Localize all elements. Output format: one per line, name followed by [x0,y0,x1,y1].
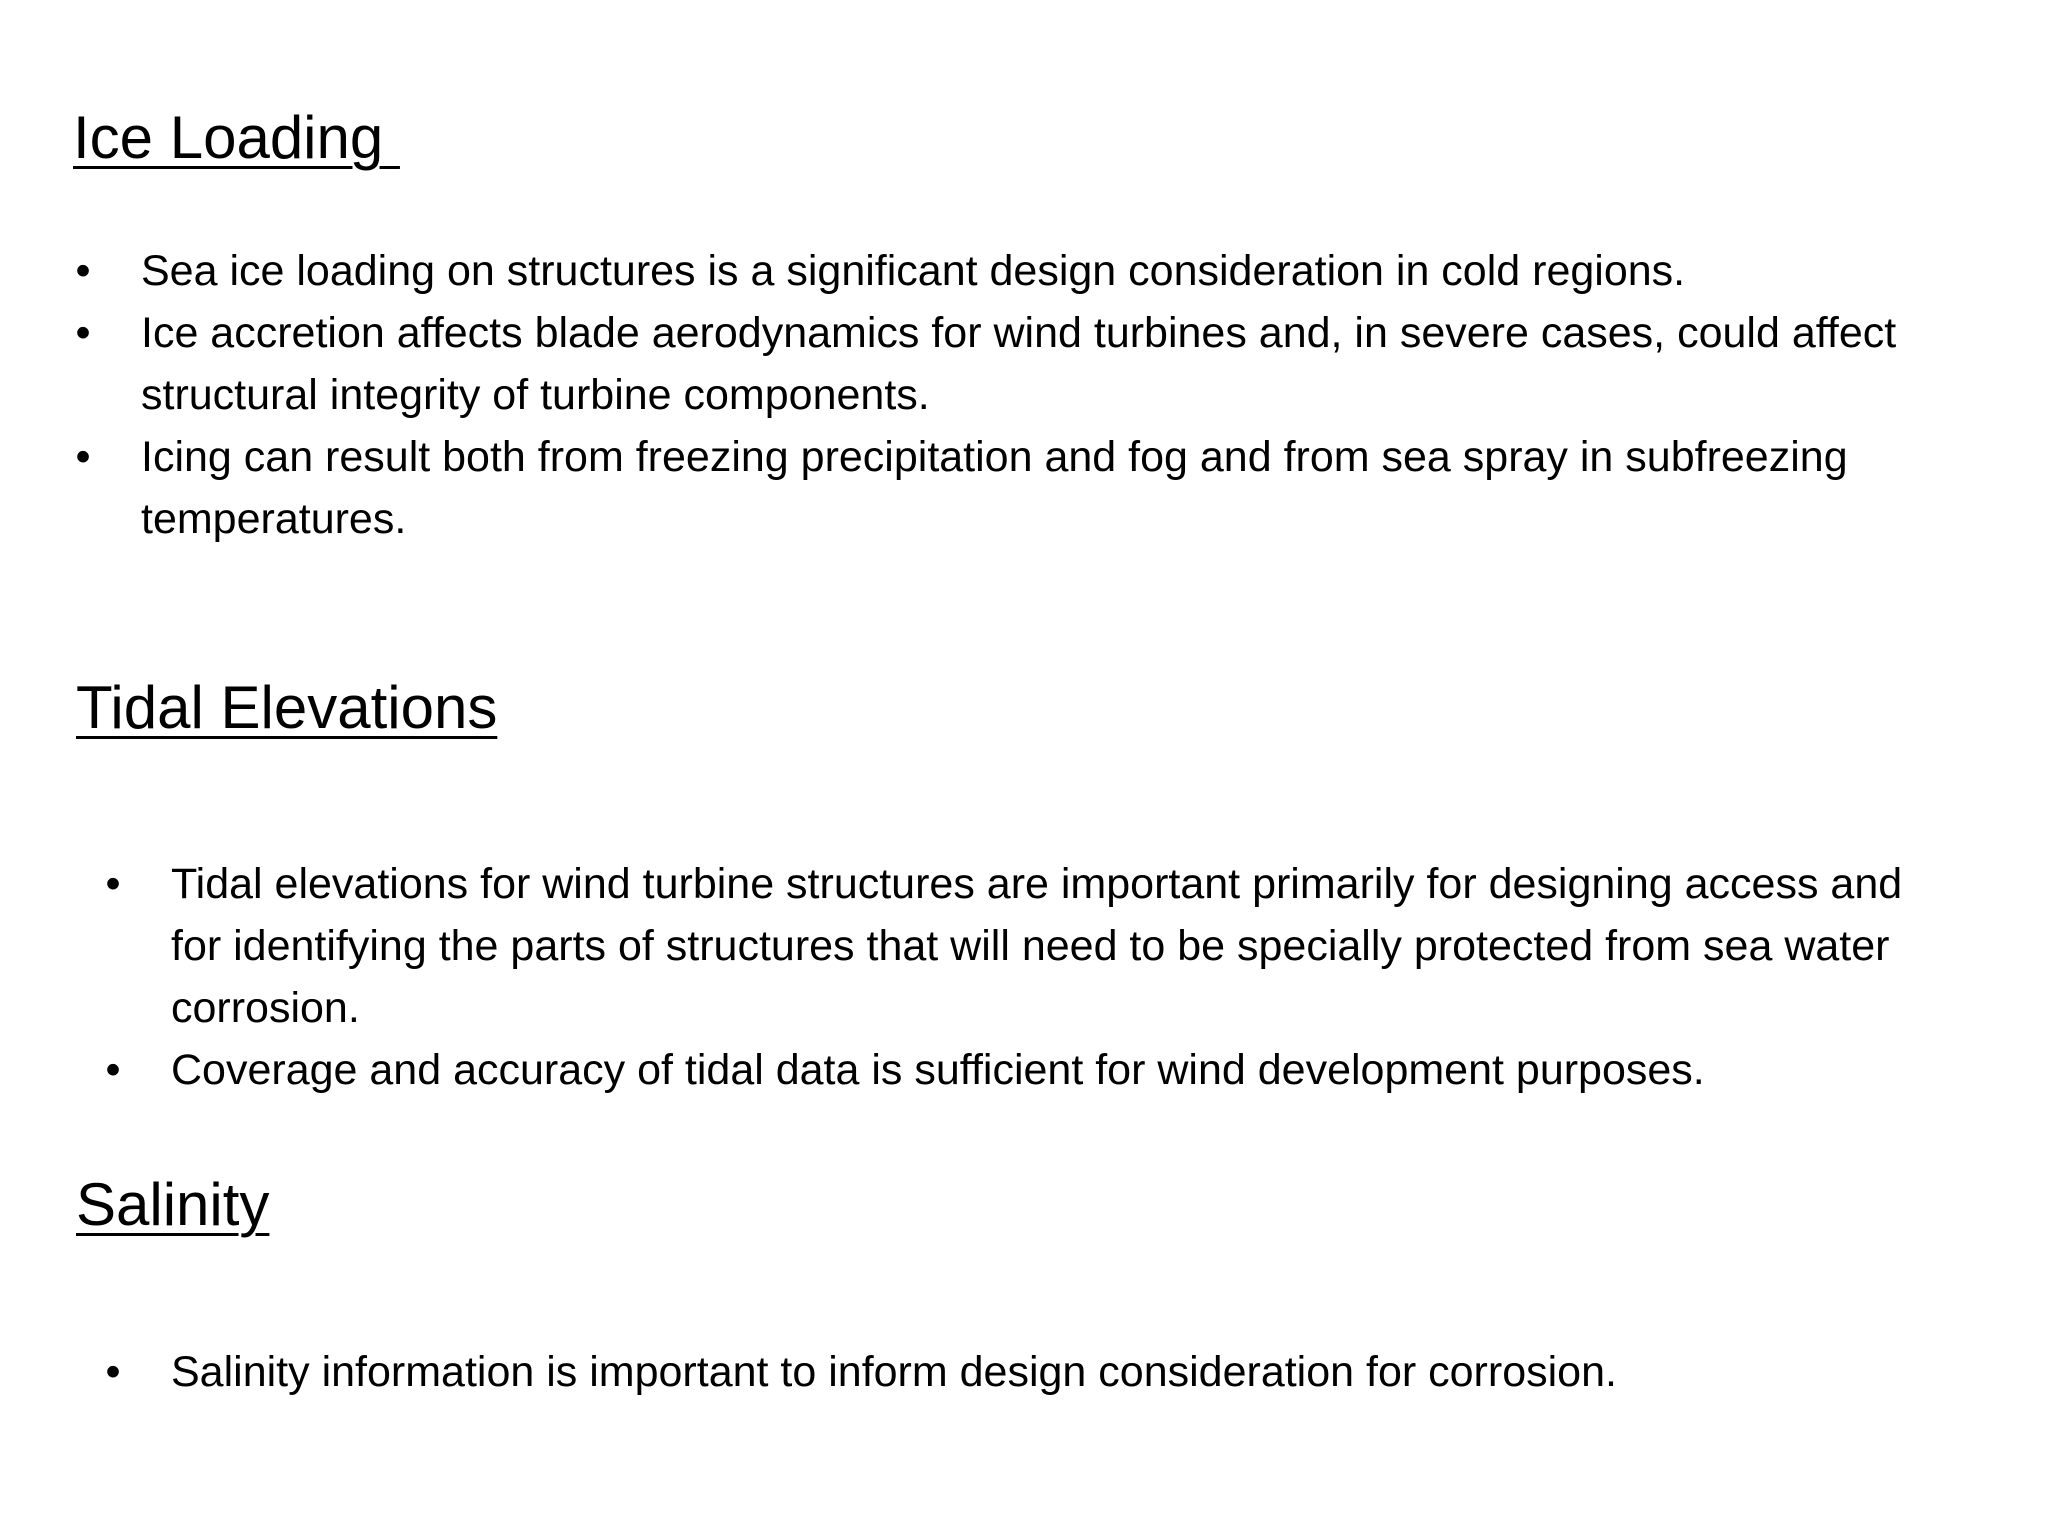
section-heading-tidal-elevations: Tidal Elevations [76,674,498,741]
bullet-icon: • [105,1046,121,1094]
bullet-icon: • [75,247,91,295]
list-item [73,240,2033,302]
bullet-list-tidal-elevations [103,853,1963,1101]
list-item [103,853,1963,1039]
bullet-text: Tidal elevations for wind turbine structures are important primarily for designing access and for identifying the parts of structures that will need to be specially protected from sea water corrosion. [171,860,1903,1032]
list-item [103,1039,1963,1101]
bullet-text: Salinity information is important to inform design consideration for corrosion. [171,1348,1617,1396]
list-item [103,1341,1963,1403]
bullet-icon: • [105,1348,121,1396]
bullet-icon: • [105,860,121,908]
bullet-list-salinity [103,1341,1963,1403]
bullet-icon: • [75,309,91,357]
bullet-text: Icing can result both from freezing precipitation and fog and from sea spray in subfreezing temperatures. [141,433,1848,543]
list-item [73,426,2033,550]
bullet-list-ice-loading [73,240,2033,550]
section-heading-salinity: Salinity [76,1171,270,1238]
bullet-icon: • [75,433,91,481]
bullet-text: Ice accretion affects blade aerodynamics for wind turbines and, in severe cases, could affect structural integrity of turbine components. [141,309,1897,419]
bullet-text: Coverage and accuracy of tidal data is sufficient for wind development purposes. [171,1046,1705,1094]
section-heading-ice-loading: Ice Loading [73,104,400,171]
bullet-text: Sea ice loading on structures is a significant design consideration in cold regions. [141,247,1686,295]
list-item [73,302,2033,426]
